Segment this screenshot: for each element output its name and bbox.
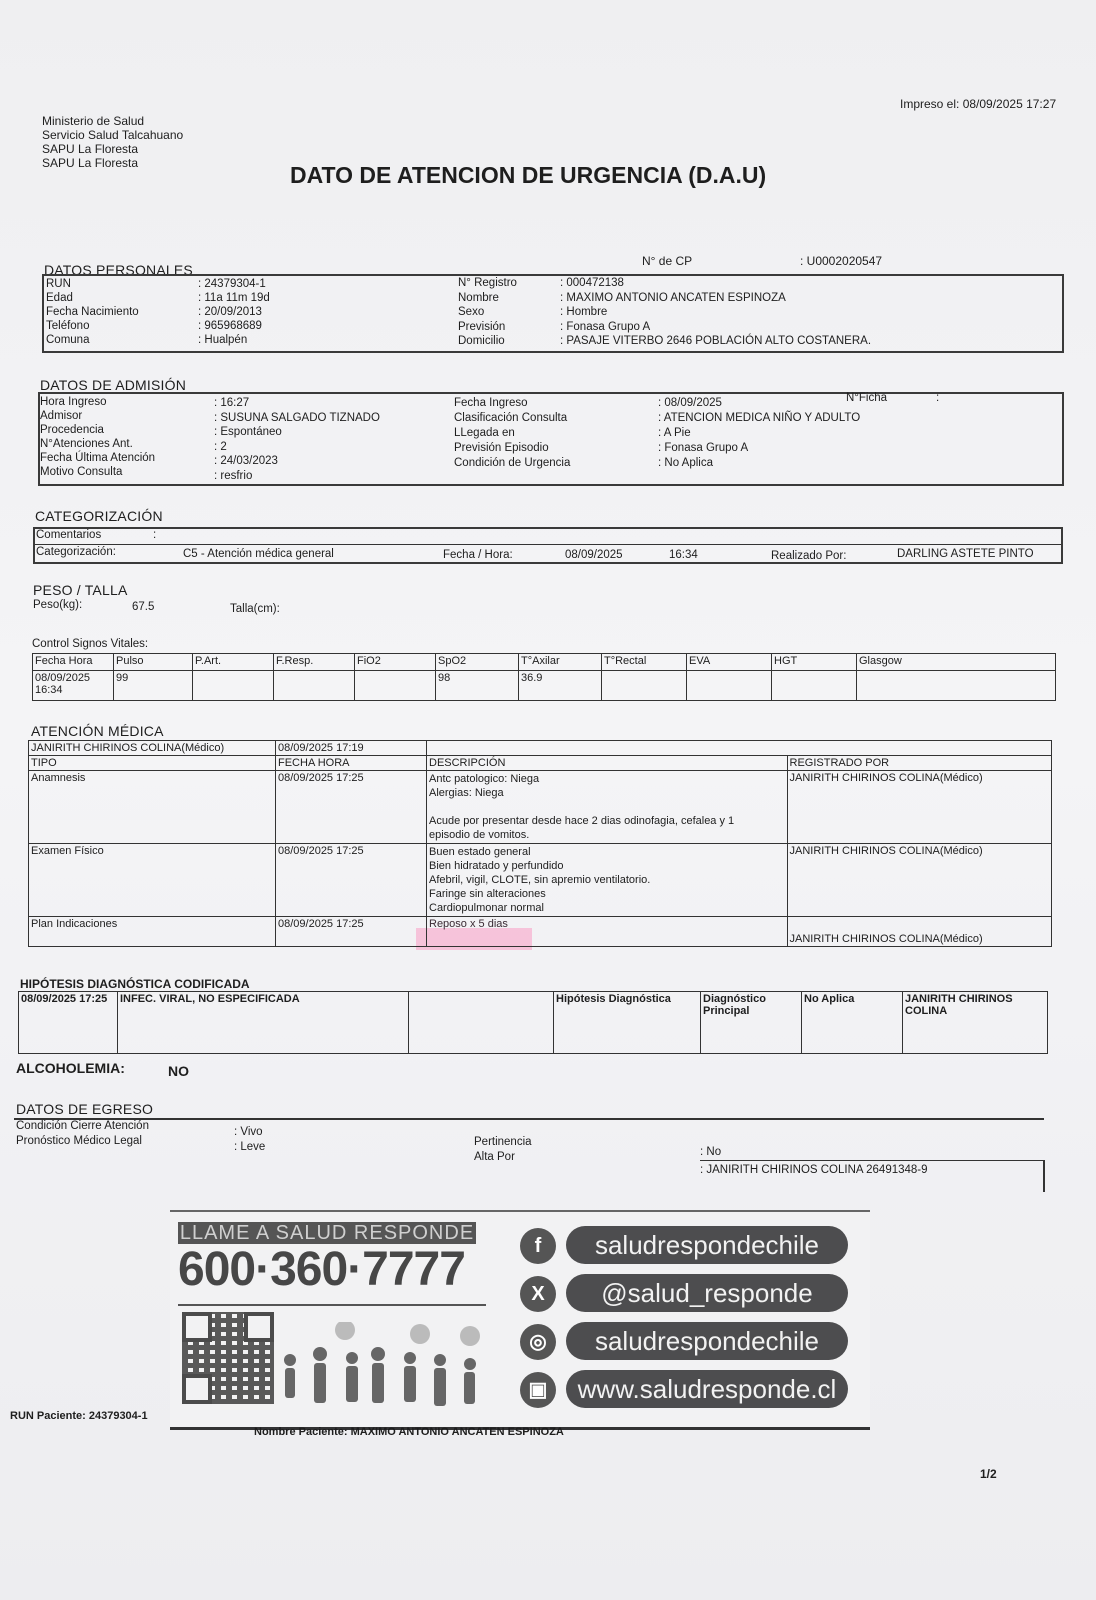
personal-data-box bbox=[42, 274, 1064, 353]
field-value: : SUSUNA SALGADO TIZNADO bbox=[214, 411, 380, 424]
entry-date: 08/09/2025 17:25 bbox=[276, 917, 427, 947]
personal-right-labels bbox=[458, 276, 517, 349]
categorization-label: Categorización: bbox=[36, 546, 116, 558]
website-link[interactable]: www.saludresponde.cl bbox=[566, 1370, 848, 1408]
weight-value: 67.5 bbox=[132, 601, 155, 613]
field-value: : Fonasa Grupo A bbox=[658, 442, 749, 454]
column-header-registrado: REGISTRADO POR bbox=[787, 756, 1052, 771]
discharge-cond-value: : Vivo bbox=[234, 1126, 263, 1138]
medical-table bbox=[28, 740, 1052, 947]
field-value: : 965968689 bbox=[198, 320, 262, 332]
vitals-cell bbox=[687, 671, 772, 701]
section-title-admission: DATOS DE ADMISIÓN bbox=[40, 377, 187, 393]
field-value: : Fonasa Grupo A bbox=[560, 320, 651, 333]
field-value: : No Aplica bbox=[658, 457, 713, 469]
entry-registered-by: JANIRITH CHIRINOS COLINA(Médico) bbox=[787, 917, 1052, 947]
height-label: Talla(cm): bbox=[230, 603, 280, 615]
field-label: Previsión bbox=[458, 320, 506, 333]
field-label: Fecha Nacimiento bbox=[46, 306, 139, 318]
footer-name: Nombre Paciente: MAXIMO ANTONIO ANCATEN ESPINOZA bbox=[254, 1426, 564, 1438]
ficha-label: N°Ficha bbox=[846, 392, 888, 404]
categorization-time: 16:34 bbox=[669, 549, 698, 561]
institution-line: Servicio Salud Talcahuano bbox=[42, 128, 184, 142]
field-value: : 08/09/2025 bbox=[658, 397, 722, 409]
discharge-prog-value: : Leve bbox=[234, 1141, 266, 1153]
field-label: Previsión Episodio bbox=[454, 442, 549, 454]
vitals-cell bbox=[193, 671, 274, 701]
admission-right-labels bbox=[454, 396, 570, 471]
diagnosis-table bbox=[18, 991, 1048, 1054]
categorization-box bbox=[33, 527, 1063, 564]
entry-description: Reposo x 5 dias bbox=[427, 917, 788, 947]
diagnosis-ges: No Aplica bbox=[802, 992, 903, 1054]
discharge-pert-value: : No bbox=[700, 1146, 722, 1158]
field-label: Hora Ingreso bbox=[40, 396, 107, 408]
cp-value: : U0002020547 bbox=[800, 254, 883, 268]
column-header-fecha: FECHA HORA bbox=[276, 756, 427, 771]
vitals-header: EVA bbox=[687, 654, 772, 671]
field-value: : MAXIMO ANTONIO ANCATEN ESPINOZA bbox=[560, 291, 786, 304]
field-value: : 20/09/2013 bbox=[198, 306, 262, 318]
section-title-categorization: CATEGORIZACIÓN bbox=[35, 508, 163, 524]
section-title-weight: PESO / TALLA bbox=[33, 582, 128, 598]
vitals-header: F.Resp. bbox=[274, 654, 355, 671]
instagram-icon: ◎ bbox=[520, 1324, 556, 1360]
field-label: Teléfono bbox=[46, 320, 90, 332]
comments-value: : bbox=[153, 529, 157, 541]
vitals-header: T°Rectal bbox=[602, 654, 687, 671]
section-title-medical: ATENCIÓN MÉDICA bbox=[31, 723, 164, 739]
field-value: : 11a 11m 19d bbox=[198, 292, 270, 304]
field-label: LLegada en bbox=[454, 427, 515, 439]
section-title-personal: DATOS PERSONALES bbox=[44, 262, 193, 278]
discharge-cond-label: Condición Cierre Atención bbox=[16, 1120, 149, 1132]
vitals-table bbox=[32, 653, 1056, 701]
column-header-tipo: TIPO bbox=[29, 756, 276, 771]
field-label: Edad bbox=[46, 292, 73, 304]
diagnosis-principal: Diagnóstico Principal bbox=[701, 992, 802, 1054]
vitals-cell: 08/09/2025 16:34 bbox=[33, 671, 114, 701]
entry-date: 08/09/2025 17:25 bbox=[276, 771, 427, 844]
people-illustration-icon bbox=[280, 1322, 490, 1422]
vitals-header: P.Art. bbox=[193, 654, 274, 671]
entry-type: Examen Físico bbox=[29, 844, 276, 917]
field-label: N°Atenciones Ant. bbox=[40, 438, 133, 450]
field-value: : ATENCION MEDICA NIÑO Y ADULTO bbox=[658, 412, 861, 424]
printed-date: Impreso el: 08/09/2025 17:27 bbox=[900, 97, 1057, 111]
performed-by-value: DARLING ASTETE PINTO bbox=[897, 548, 1034, 560]
field-label: Sexo bbox=[458, 306, 485, 318]
field-value: : Hombre bbox=[560, 306, 608, 318]
vitals-header: HGT bbox=[772, 654, 857, 671]
diagnosis-code-text: INFEC. VIRAL, NO ESPECIFICADA bbox=[118, 992, 409, 1054]
alcohol-value: NO bbox=[168, 1063, 189, 1079]
diagnosis-doctor: JANIRITH CHIRINOS COLINA bbox=[903, 992, 1048, 1054]
x-link[interactable]: @salud_responde bbox=[566, 1274, 848, 1312]
field-label: Comuna bbox=[46, 334, 90, 346]
column-header-descripcion: DESCRIPCIÓN bbox=[427, 756, 788, 771]
vitals-cell bbox=[602, 671, 687, 701]
diagnosis-type: Hipótesis Diagnóstica bbox=[554, 992, 701, 1054]
vitals-header: Fecha Hora bbox=[33, 654, 114, 671]
document-title: DATO DE ATENCION DE URGENCIA (D.A.U) bbox=[290, 162, 767, 188]
field-label: Nombre bbox=[458, 291, 499, 304]
page-number: 1/2 bbox=[980, 1467, 997, 1481]
institution-line: Ministerio de Salud bbox=[42, 114, 145, 128]
vitals-cell: 99 bbox=[114, 671, 193, 701]
categorization-value: C5 - Atención médica general bbox=[183, 548, 334, 560]
vitals-header: Pulso bbox=[114, 654, 193, 671]
vitals-header: FiO2 bbox=[355, 654, 436, 671]
entry-type: Anamnesis bbox=[29, 771, 276, 844]
field-label: Fecha Ingreso bbox=[454, 397, 528, 409]
personal-right-values bbox=[560, 276, 871, 349]
field-value: : 24/03/2023 bbox=[214, 455, 278, 467]
vitals-cell bbox=[274, 671, 355, 701]
section-title-discharge: DATOS DE EGRESO bbox=[16, 1101, 154, 1117]
institution-block bbox=[42, 114, 183, 170]
entry-registered-by: JANIRITH CHIRINOS COLINA(Médico) bbox=[787, 771, 1052, 844]
field-label: Admisor bbox=[40, 410, 83, 422]
field-label: RUN bbox=[46, 278, 71, 290]
facebook-icon: f bbox=[520, 1228, 556, 1264]
admission-data-box bbox=[38, 392, 1064, 486]
institution-line: SAPU La Floresta bbox=[42, 156, 139, 170]
vitals-cell bbox=[772, 671, 857, 701]
vitals-cell: 98 bbox=[436, 671, 519, 701]
field-label: Domicilio bbox=[458, 335, 505, 347]
discharge-pert-label: Pertinencia bbox=[474, 1136, 532, 1148]
doctor-name: JANIRITH CHIRINOS COLINA(Médico) bbox=[29, 741, 276, 756]
vitals-header: T°Axilar bbox=[519, 654, 602, 671]
entry-description: Buen estado general Bien hidratado y perfundido Afebril, vigil, CLOTE, sin apremio ventilatorio. Faringe sin alteraciones Cardiopulmonar normal bbox=[427, 844, 788, 917]
admission-left-labels bbox=[40, 395, 155, 479]
cp-label: N° de CP bbox=[642, 254, 693, 268]
field-label: Condición de Urgencia bbox=[454, 457, 571, 469]
performed-by-label: Realizado Por: bbox=[771, 550, 847, 562]
field-value: : PASAJE VITERBO 2646 POBLACIÓN ALTO COSTANERA. bbox=[560, 335, 872, 347]
field-value: : 24379304-1 bbox=[198, 278, 266, 290]
weight-label: Peso(kg): bbox=[33, 599, 83, 611]
field-label: Clasificación Consulta bbox=[454, 412, 568, 424]
field-label: Fecha Última Atención bbox=[40, 452, 156, 464]
entry-description: Antc patologico: Niega Alergias: Niega Acude por presentar desde hace 2 dias odinofagia, cefalea y 1 episodio de vomitos. bbox=[427, 771, 788, 844]
banner-phone: 600·360·7777 bbox=[178, 1243, 465, 1296]
discharge-alta-label: Alta Por bbox=[474, 1151, 515, 1163]
field-label: Motivo Consulta bbox=[40, 466, 123, 478]
vitals-cell bbox=[355, 671, 436, 701]
entry-type: Plan Indicaciones bbox=[29, 917, 276, 947]
facebook-link[interactable]: saludrespondechile bbox=[566, 1226, 848, 1264]
admission-left-values bbox=[214, 396, 380, 483]
field-value: : resfrio bbox=[214, 469, 253, 482]
doctor-date: 08/09/2025 17:19 bbox=[276, 741, 427, 756]
field-label: Procedencia bbox=[40, 424, 104, 436]
x-icon: X bbox=[520, 1276, 556, 1312]
field-value: : 000472138 bbox=[560, 277, 624, 289]
categorization-date: 08/09/2025 bbox=[565, 549, 623, 561]
discharge-prog-label: Pronóstico Médico Legal bbox=[16, 1135, 142, 1147]
ficha-value: : bbox=[936, 392, 940, 404]
entry-registered-by: JANIRITH CHIRINOS COLINA(Médico) bbox=[787, 844, 1052, 917]
footer-run: RUN Paciente: 24379304-1 bbox=[10, 1410, 148, 1422]
admission-right-values bbox=[658, 396, 860, 471]
vitals-title: Control Signos Vitales: bbox=[32, 638, 149, 650]
diagnosis-datetime: 08/09/2025 17:25 bbox=[19, 992, 118, 1054]
personal-left-values bbox=[198, 277, 270, 347]
comments-label: Comentarios bbox=[36, 529, 102, 541]
vitals-header: SpO2 bbox=[436, 654, 519, 671]
field-value: : Hualpén bbox=[198, 334, 248, 346]
field-value: : Espontáneo bbox=[214, 426, 282, 438]
entry-date: 08/09/2025 17:25 bbox=[276, 844, 427, 917]
instagram-link[interactable]: saludrespondechile bbox=[566, 1322, 848, 1360]
vitals-cell: 36.9 bbox=[519, 671, 602, 701]
web-icon: ▣ bbox=[520, 1372, 556, 1408]
datetime-label: Fecha / Hora: bbox=[443, 549, 513, 561]
field-value: : A Pie bbox=[658, 427, 691, 439]
banner-call-text: LLAME A SALUD RESPONDE bbox=[179, 1222, 475, 1244]
field-value: : 16:27 bbox=[214, 397, 250, 409]
field-value: : 2 bbox=[214, 440, 227, 453]
field-label: N° Registro bbox=[458, 277, 517, 289]
section-title-diagnosis: HIPÓTESIS DIAGNÓSTICA CODIFICADA bbox=[20, 977, 250, 991]
discharge-alta-value: : JANIRITH CHIRINOS COLINA 26491348-9 bbox=[700, 1164, 928, 1176]
qr-code-icon bbox=[182, 1312, 274, 1404]
salud-responde-banner bbox=[170, 1210, 870, 1430]
personal-left-labels bbox=[46, 277, 139, 347]
vitals-header: Glasgow bbox=[857, 654, 1056, 671]
alcohol-label: ALCOHOLEMIA: bbox=[16, 1060, 125, 1076]
institution-line: SAPU La Floresta bbox=[42, 142, 139, 156]
vitals-cell bbox=[857, 671, 1056, 701]
